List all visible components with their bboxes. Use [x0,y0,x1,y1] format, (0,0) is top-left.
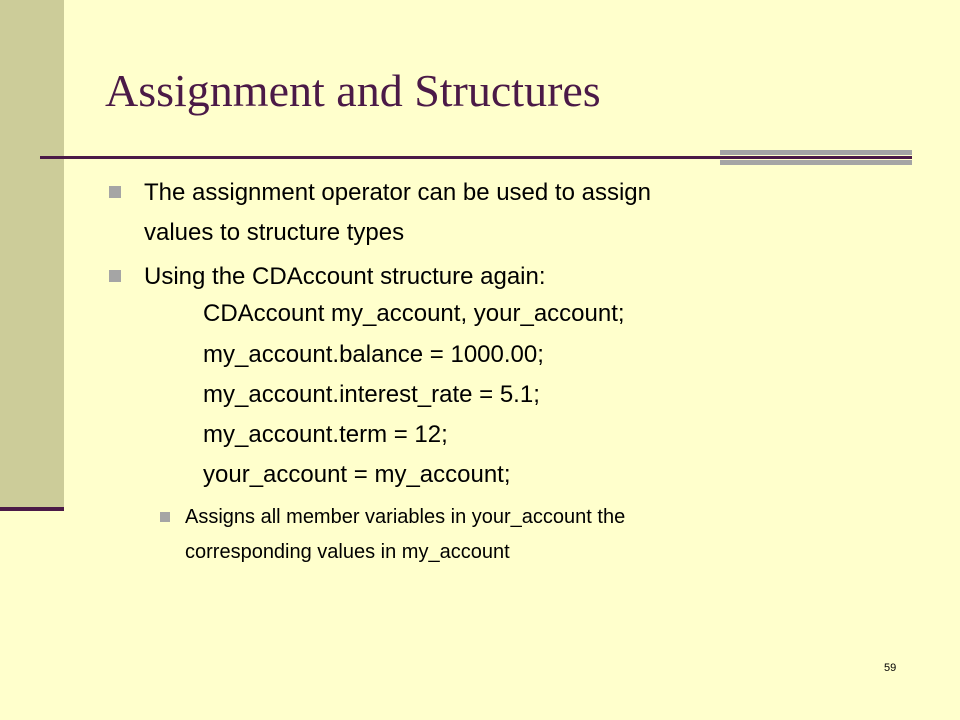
slide-title: Assignment and Structures [105,65,601,116]
code-line: my_account.term = 12; [203,421,448,448]
bullet-marker [109,270,121,282]
page-number: 59 [884,662,897,674]
sub-bullet-line-1: Assigns all member variables in your_account the [185,506,626,528]
title-rule [40,156,912,159]
sub-bullet-marker [160,512,170,522]
code-line: your_account = my_account; [203,461,511,488]
left-accent-bar [0,0,64,510]
bullet-marker [109,186,121,198]
sub-bullet-line-2: corresponding values in my_account [185,541,510,563]
code-line: CDAccount my_account, your_account; [203,300,625,327]
left-accent-line [0,507,64,511]
bullet-1-line-2: values to structure types [144,219,405,246]
title-rule-accent-bottom [720,160,912,165]
bullet-2-lead: Using the CDAccount structure again: [144,263,546,290]
title-rule-accent-top [720,150,912,155]
bullet-1-line-1: The assignment operator can be used to assign [144,179,651,206]
code-line: my_account.balance = 1000.00; [203,341,544,368]
code-line: my_account.interest_rate = 5.1; [203,381,540,408]
